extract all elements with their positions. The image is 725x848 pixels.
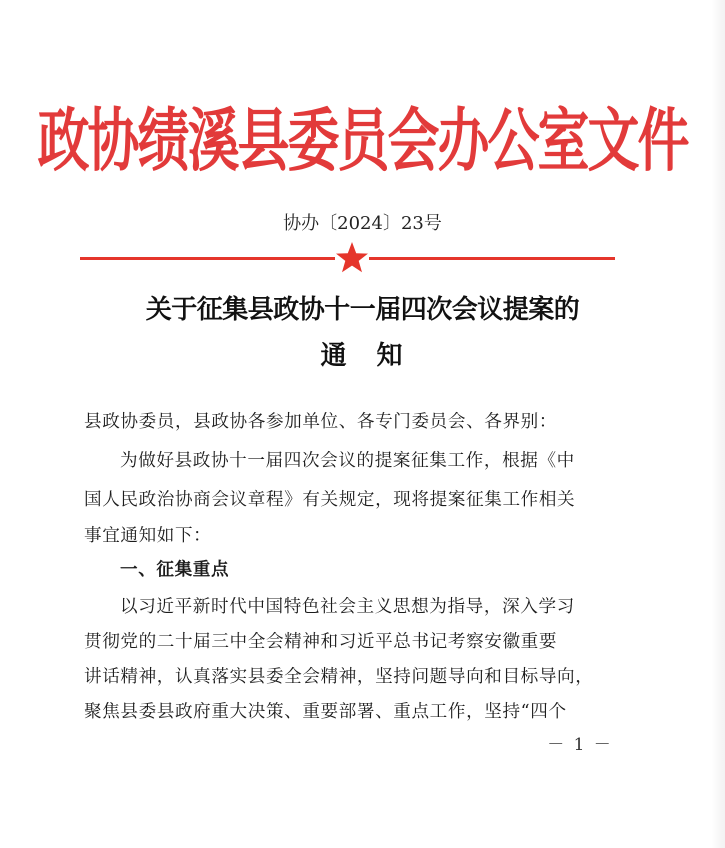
- paragraph-2-line-2: 贯彻党的二十届三中全会精神和习近平总书记考察安徽重要: [84, 632, 558, 652]
- section-1-heading: 一、征集重点: [120, 560, 230, 580]
- masthead-title: 政协绩溪县委员会办公室文件: [37, 102, 688, 182]
- red-rule-left: [80, 257, 335, 260]
- paragraph-2-line-4: 聚焦县委县政府重大决策、重要部署、重点工作，坚持“四个: [84, 702, 567, 722]
- paragraph-1-line-1: 为做好县政协十一届四次会议的提案征集工作，根据《中: [120, 451, 575, 471]
- paragraph-1-line-2: 国人民政治协商会议章程》有关规定，现将提案征集工作相关: [84, 490, 576, 510]
- document-number: 协办〔2024〕23号: [283, 213, 442, 234]
- page-number: － 1 －: [547, 735, 613, 755]
- paragraph-1-line-3: 事宜通知如下：: [84, 526, 212, 546]
- paragraph-2-line-3: 讲话精神，认真落实县委全会精神，坚持问题导向和目标导向，: [84, 667, 594, 687]
- notice-title-line-1: 关于征集县政协十一届四次会议提案的: [145, 295, 580, 325]
- star-icon: [334, 240, 370, 276]
- notice-title-line-2: 通 知: [320, 341, 405, 371]
- salutation: 县政协委员，县政协各参加单位、各专门委员会、各界别：: [84, 412, 558, 432]
- paragraph-2-line-1: 以习近平新时代中国特色社会主义思想为指导，深入学习: [120, 597, 575, 617]
- red-rule-right: [369, 257, 615, 260]
